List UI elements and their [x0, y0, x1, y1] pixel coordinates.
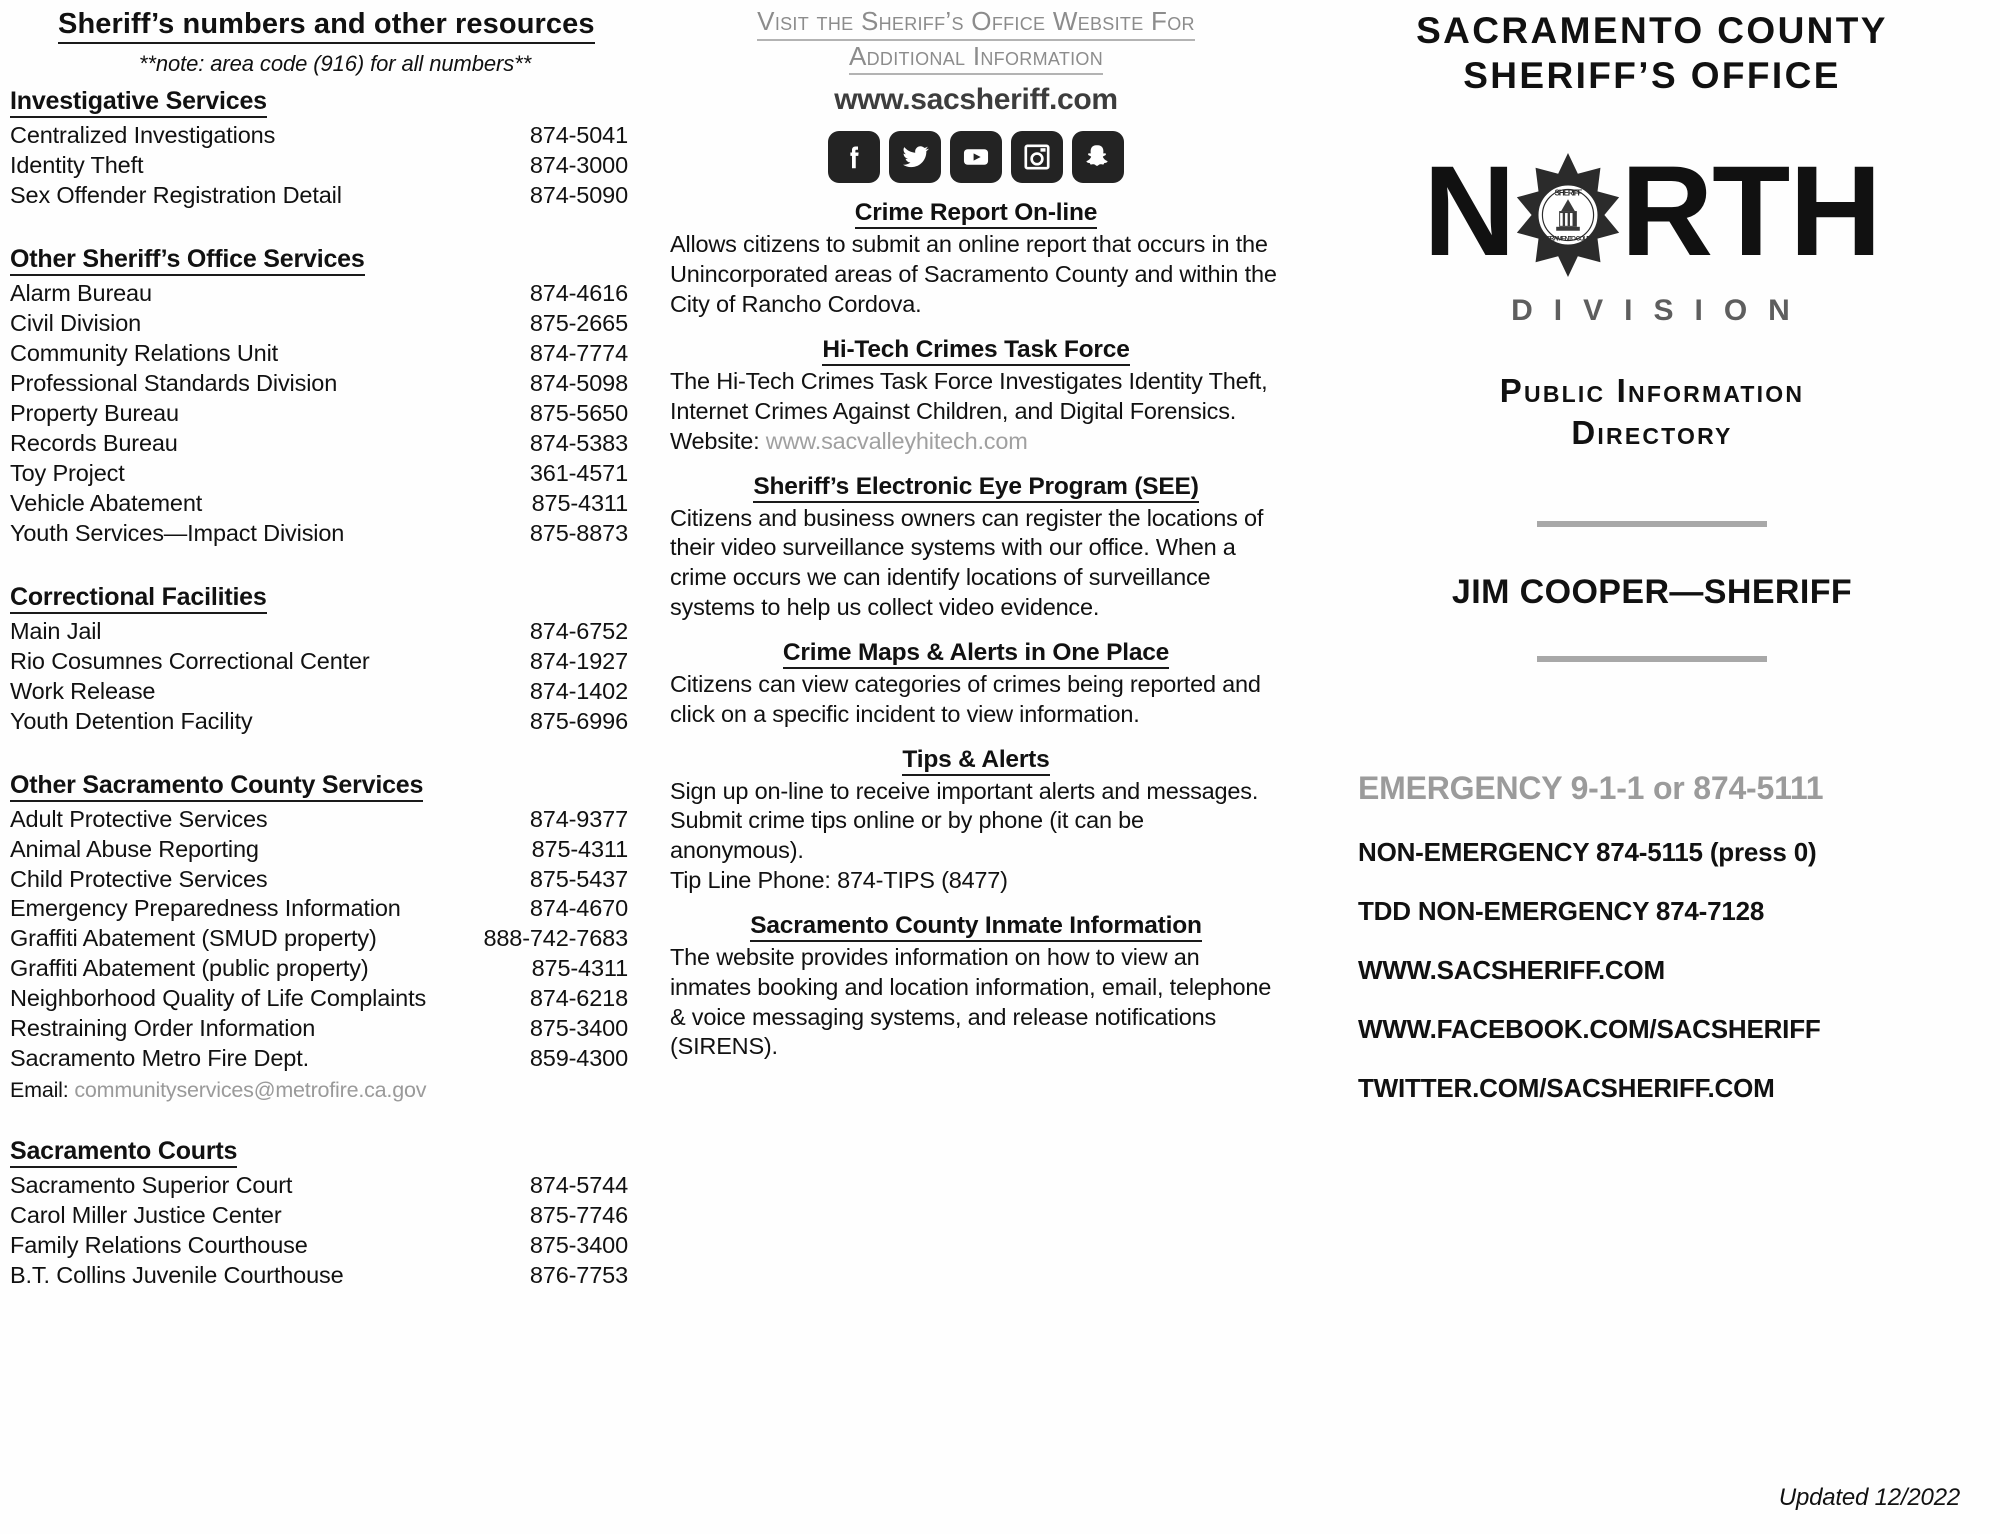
contact-info-list [1324, 770, 1980, 1104]
entry-label: Community Relations Unit [10, 340, 279, 367]
entry-phone-number: 875-8873 [529, 519, 628, 546]
agency-line-1: SACRAMENTO COUNTY [1416, 10, 1888, 51]
directory-entry-row [10, 519, 642, 549]
tip-line-phone: Tip Line Phone: 874-TIPS (8477) [670, 867, 1008, 894]
directory-entry-row [10, 1201, 642, 1231]
entry-label: Records Bureau [10, 429, 178, 456]
directory-entry-row [10, 339, 642, 369]
directory-entry-list [10, 1171, 642, 1291]
social-icon-row [670, 131, 1282, 183]
metrofire-email-line [10, 1078, 642, 1103]
entry-label: Youth Detention Facility [10, 707, 253, 734]
north-wordmark [1423, 140, 1881, 284]
entry-label: Graffiti Abatement (public property) [10, 955, 369, 982]
service-block [670, 639, 1282, 730]
directory-entry-row [10, 894, 642, 924]
directory-entry-row [10, 835, 642, 865]
entry-phone-number: 874-3000 [529, 152, 628, 179]
directory-entry-row [10, 924, 642, 954]
service-block [670, 336, 1282, 457]
contact-line: TDD NON-EMERGENCY 874-7128 [1358, 895, 1765, 926]
entry-label: Identity Theft [10, 152, 144, 179]
agency-name [1324, 8, 1980, 98]
entry-phone-number: 875-4311 [531, 489, 628, 516]
directory-title-line-1: Public Information [1499, 372, 1805, 410]
directory-entry-row [10, 617, 642, 647]
entry-label: B.T. Collins Juvenile Courthouse [10, 1262, 344, 1289]
directory-entry-row [10, 1171, 642, 1201]
directory-entry-row [10, 369, 642, 399]
entry-phone-number: 874-7774 [529, 340, 628, 367]
sheriff-star-badge-icon [1509, 152, 1627, 278]
directory-entry-row [10, 1231, 642, 1261]
service-block-heading [670, 746, 1282, 776]
badge-top-text: SHERIFF [1554, 188, 1582, 198]
service-block-heading-text: Tips & Alerts [902, 746, 1049, 776]
directory-section-heading: Correctional Facilities [10, 583, 267, 614]
entry-label: Restraining Order Information [10, 1015, 316, 1042]
north-letters-rth: RTH [1620, 140, 1881, 284]
entry-phone-number: 875-7746 [529, 1202, 628, 1229]
entry-phone-number: 875-6996 [529, 707, 628, 734]
entry-phone-number: 875-5650 [529, 400, 628, 427]
directory-entry-row [10, 459, 642, 489]
directory-section-heading: Other Sheriff’s Office Services [10, 245, 365, 276]
entry-phone-number: 875-2665 [529, 310, 628, 337]
service-block-heading-text: Sacramento County Inmate Information [750, 912, 1202, 942]
directory-entry-row [10, 309, 642, 339]
youtube-icon[interactable] [950, 131, 1002, 183]
service-block-body: Citizens and business owners can register the locations of their video surveillance systems with our office. When a crime occurs we can identify locations of surveillance systems to help us collect video evidence. [670, 504, 1264, 621]
website-label: Website: [670, 427, 766, 454]
service-block-website-line [670, 427, 1282, 457]
contact-line[interactable]: TWITTER.COM/SACSHERIFF.COM [1358, 1072, 1775, 1103]
division-wordmark: DIVISION [1511, 294, 1811, 328]
entry-label: Carol Miller Justice Center [10, 1202, 282, 1229]
directory-entry-list [10, 121, 642, 211]
entry-phone-number: 876-7753 [529, 1262, 628, 1289]
contact-line: NON-EMERGENCY 874-5115 (press 0) [1358, 836, 1817, 867]
snapchat-icon[interactable] [1072, 131, 1124, 183]
entry-phone-number: 874-6752 [529, 617, 628, 644]
agency-line-2: SHERIFF’S OFFICE [1463, 55, 1841, 97]
directory-entry-row [10, 399, 642, 429]
north-division-logo [1402, 132, 1902, 292]
directory-section-heading: Investigative Services [10, 87, 267, 118]
sacsheriff-website-link[interactable]: www.sacsheriff.com [834, 83, 1118, 117]
entry-label: Civil Division [10, 310, 142, 337]
hitech-website-link[interactable]: www.sacvalleyhitech.com [765, 427, 1028, 454]
entry-label: Alarm Bureau [10, 280, 152, 307]
directory-section-heading: Other Sacramento County Services [10, 771, 423, 802]
directory-entry-row [10, 181, 642, 211]
twitter-icon[interactable] [889, 131, 941, 183]
entry-phone-number: 875-4311 [531, 955, 628, 982]
entry-phone-number: 888-742-7683 [483, 925, 628, 952]
service-block-body: Citizens can view categories of crimes being reported and click on a specific incident to view information. [670, 670, 1261, 727]
directory-entry-row [10, 707, 642, 737]
service-block-body: The Hi-Tech Crimes Task Force Investigates Identity Theft, Internet Crimes Against Children, and Digital Forensics. [670, 367, 1268, 424]
entry-phone-number: 874-4670 [529, 895, 628, 922]
visit-heading-line2: Additional Information [849, 41, 1103, 76]
divider-rule-bottom [1537, 656, 1767, 662]
directory-sections [10, 87, 642, 1291]
entry-label: Adult Protective Services [10, 805, 268, 832]
service-block [670, 746, 1282, 896]
entry-label: Work Release [10, 677, 156, 704]
sheriff-name: JIM COOPER—SHERIFF [1451, 572, 1853, 611]
service-block-heading [670, 639, 1282, 669]
entry-phone-number: 874-1927 [529, 647, 628, 674]
directory-entry-row [10, 865, 642, 895]
service-block [670, 912, 1282, 1062]
entry-phone-number: 361-4571 [529, 459, 628, 486]
directory-entry-row [10, 151, 642, 181]
entry-label: Sacramento Superior Court [10, 1172, 293, 1199]
directory-entry-row [10, 805, 642, 835]
entry-phone-number: 874-1402 [529, 677, 628, 704]
entry-label: Rio Cosumnes Correctional Center [10, 647, 370, 674]
service-block-heading [670, 336, 1282, 366]
service-blocks [670, 199, 1282, 1062]
service-block-heading [670, 199, 1282, 229]
directory-title [1324, 370, 1980, 453]
directory-section-heading: Sacramento Courts [10, 1137, 237, 1168]
left-title-wrap [10, 8, 642, 44]
directory-entry-row [10, 1261, 642, 1291]
entry-phone-number: 874-6218 [529, 985, 628, 1012]
directory-entry-list [10, 805, 642, 1075]
service-block-heading [670, 473, 1282, 503]
entry-label: Youth Services—Impact Division [10, 519, 345, 546]
entry-label: Property Bureau [10, 400, 179, 427]
directory-entry-row [10, 677, 642, 707]
entry-phone-number: 874-9377 [529, 805, 628, 832]
entry-label: Family Relations Courthouse [10, 1232, 308, 1259]
service-block [670, 199, 1282, 320]
entry-phone-number: 874-5090 [529, 182, 628, 209]
left-column-title: Sheriff’s numbers and other resources [58, 8, 595, 44]
email-prefix-label: Email: [10, 1078, 75, 1103]
directory-entry-row [10, 1044, 642, 1074]
visit-heading-line1: Visit the Sheriff’s Office Website For [757, 6, 1195, 41]
entry-phone-number: 874-5041 [529, 122, 628, 149]
entry-phone-number: 875-4311 [531, 835, 628, 862]
directory-entry-row [10, 647, 642, 677]
service-block-heading-text: Crime Report On-line [855, 199, 1097, 229]
contact-line[interactable]: WWW.FACEBOOK.COM/SACSHERIFF [1358, 1013, 1821, 1044]
entry-phone-number: 875-3400 [529, 1232, 628, 1259]
entry-phone-number: 874-5744 [529, 1172, 628, 1199]
service-block-heading-text: Crime Maps & Alerts in One Place [783, 639, 1169, 669]
directory-entry-row [10, 1014, 642, 1044]
entry-label: Emergency Preparedness Information [10, 895, 401, 922]
services-description-column [660, 0, 1300, 1534]
entry-label: Professional Standards Division [10, 370, 338, 397]
entry-label: Sacramento Metro Fire Dept. [10, 1045, 309, 1072]
service-block-heading-text: Sheriff’s Electronic Eye Program (SEE) [753, 473, 1198, 503]
entry-label: Main Jail [10, 617, 102, 644]
entry-label: Vehicle Abatement [10, 489, 203, 516]
directory-entry-list [10, 279, 642, 549]
entry-label: Animal Abuse Reporting [10, 835, 259, 862]
entry-label: Neighborhood Quality of Life Complaints [10, 985, 427, 1012]
emergency-number-line: EMERGENCY 9-1-1 or 874-5111 [1358, 769, 1824, 806]
directory-title-line-2: Directory [1571, 413, 1733, 451]
directory-entry-row [10, 279, 642, 309]
entry-phone-number: 874-4616 [529, 280, 628, 307]
contact-line[interactable]: WWW.SACSHERIFF.COM [1358, 954, 1665, 985]
area-code-note: **note: area code (916) for all numbers** [138, 51, 532, 77]
entry-phone-number: 874-5098 [529, 370, 628, 397]
directory-entry-row [10, 984, 642, 1014]
entry-phone-number: 875-5437 [529, 865, 628, 892]
entry-label: Toy Project [10, 459, 125, 486]
service-block-heading-text: Hi-Tech Crimes Task Force [822, 336, 1129, 366]
entry-label: Centralized Investigations [10, 122, 276, 149]
updated-date: Updated 12/2022 [1778, 1484, 1960, 1511]
service-block-heading [670, 912, 1282, 942]
instagram-icon[interactable] [1011, 131, 1063, 183]
email-address-link[interactable]: communityservices@metrofire.ca.gov [74, 1078, 427, 1103]
directory-entry-list [10, 617, 642, 737]
entry-label: Graffiti Abatement (SMUD property) [10, 925, 377, 952]
entry-phone-number: 859-4300 [529, 1045, 628, 1072]
directory-entry-row [10, 489, 642, 519]
entry-label: Child Protective Services [10, 865, 268, 892]
service-block-body: Allows citizens to submit an online report that occurs in the Unincorporated areas of Sacramento County and within the City of Rancho Cordova. [670, 231, 1277, 318]
north-letter-n: N [1423, 140, 1515, 284]
badge-bottom-text: SACRAMENTO COUNTY [1538, 235, 1597, 243]
entry-phone-number: 875-3400 [529, 1015, 628, 1042]
entry-label: Sex Offender Registration Detail [10, 182, 342, 209]
divider-rule-top [1537, 521, 1767, 527]
service-block-body: The website provides information on how to view an inmates booking and location information, email, telephone & voice messaging systems, and release notifications (SIRENS). [670, 943, 1272, 1060]
entry-phone-number: 874-5383 [529, 429, 628, 456]
service-block-body: Sign up on-line to receive important alerts and messages. Submit crime tips online or by phone (it can be anonymous). [670, 777, 1259, 864]
visit-website-heading [670, 6, 1282, 75]
directory-entry-row [10, 429, 642, 459]
service-block [670, 473, 1282, 623]
branding-column [1300, 0, 2000, 1534]
directory-entry-row [10, 121, 642, 151]
facebook-icon[interactable] [828, 131, 880, 183]
phone-directory-column [0, 0, 660, 1534]
directory-entry-row [10, 954, 642, 984]
